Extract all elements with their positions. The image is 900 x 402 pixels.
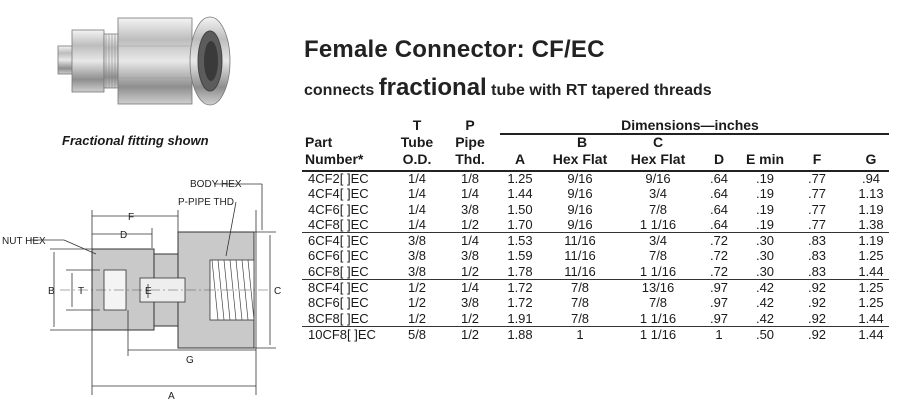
cell-c: 1 1/16 <box>639 216 677 232</box>
cell-c: 7/8 <box>648 201 668 217</box>
cell-d: .72 <box>709 233 729 249</box>
label-dim-b: B <box>48 286 55 297</box>
cell-d: .97 <box>709 280 729 296</box>
cell-pipe: 3/8 <box>460 201 480 217</box>
cell-f: .92 <box>807 326 827 342</box>
cell-d: .97 <box>709 310 729 326</box>
cell-f: .83 <box>807 263 827 279</box>
table-row <box>302 171 889 186</box>
cell-a: 1.88 <box>507 326 533 342</box>
cell-d: .64 <box>709 201 729 217</box>
cell-c: 3/4 <box>648 186 668 202</box>
cell-pipe: 1/2 <box>460 310 480 326</box>
fitting-photo <box>50 8 250 113</box>
cell-e: .42 <box>755 295 775 311</box>
cell-c: 9/16 <box>645 171 671 186</box>
cell-c: 7/8 <box>648 248 668 264</box>
cell-e: .50 <box>755 326 775 342</box>
label-dim-a: A <box>168 391 175 402</box>
label-dim-t: T <box>78 286 85 297</box>
hdr-b-letter: B <box>576 134 588 150</box>
hdr-g: G <box>865 151 877 167</box>
hdr-tube: Tube <box>400 134 434 150</box>
cell-tube: 1/4 <box>407 171 427 186</box>
cell-g: 1.19 <box>858 233 884 249</box>
cell-b: 11/16 <box>564 263 596 279</box>
cell-part: 4CF8[ ]EC <box>308 216 369 232</box>
cell-pipe: 1/4 <box>460 233 480 249</box>
cell-part: 8CF8[ ]EC <box>308 310 369 326</box>
hdr-part-l2: Number* <box>305 151 364 167</box>
cell-c: 3/4 <box>648 233 668 249</box>
hdr-a: A <box>514 151 526 167</box>
cell-pipe: 3/8 <box>460 295 480 311</box>
cell-f: .83 <box>807 248 827 264</box>
cell-f: .92 <box>807 280 827 296</box>
cell-tube: 1/2 <box>407 295 427 311</box>
hdr-b-hexflat: Hex Flat <box>552 151 608 167</box>
dimensions-rule <box>500 133 889 135</box>
table-row <box>302 248 889 263</box>
label-pipe-thd: P-PIPE THD <box>178 197 234 208</box>
cell-part: 6CF4[ ]EC <box>308 233 369 249</box>
cell-f: .77 <box>807 201 827 217</box>
cell-pipe: 1/2 <box>460 263 480 279</box>
label-nut-hex: NUT HEX <box>2 236 46 247</box>
cell-g: 1.25 <box>858 280 884 296</box>
cell-e: .30 <box>755 263 775 279</box>
cell-pipe: 1/8 <box>460 171 480 186</box>
cell-part: 6CF6[ ]EC <box>308 248 369 264</box>
cell-b: 9/16 <box>567 171 593 186</box>
cell-a: 1.72 <box>507 295 533 311</box>
cell-pipe: 1/4 <box>460 280 480 296</box>
subtitle-emphasis: fractional <box>378 74 487 101</box>
cell-tube: 1/4 <box>407 186 427 202</box>
label-dim-d: D <box>120 230 128 241</box>
photo-caption: Fractional fitting shown <box>62 133 209 148</box>
cell-pipe: 1/2 <box>460 326 480 342</box>
cell-a: 1.91 <box>507 310 533 326</box>
cell-d: .64 <box>709 171 729 186</box>
hdr-t-letter: T <box>412 117 422 133</box>
cell-a: 1.50 <box>507 201 533 217</box>
cell-b: 7/8 <box>570 280 590 296</box>
cell-g: 1.19 <box>858 201 884 217</box>
hdr-thd: Thd. <box>455 151 485 167</box>
hdr-d: D <box>713 151 725 167</box>
hdr-p-letter: P <box>465 117 475 133</box>
cell-g: 1.25 <box>858 248 884 264</box>
subtitle-pre: connects <box>304 82 379 99</box>
cell-e: .42 <box>755 280 775 296</box>
table-row <box>302 232 889 248</box>
cell-b: 1 <box>576 326 584 342</box>
cell-part: 4CF4[ ]EC <box>308 186 369 202</box>
cell-part: 8CF4[ ]EC <box>308 280 369 296</box>
hdr-f: F <box>812 151 822 167</box>
cell-part: 4CF2[ ]EC <box>308 171 369 186</box>
label-dim-f: F <box>128 212 135 223</box>
cell-d: .64 <box>709 216 729 232</box>
table-body <box>302 171 889 342</box>
cell-g: 1.44 <box>858 263 884 279</box>
cell-g: 1.44 <box>858 326 884 342</box>
label-body-hex: BODY HEX <box>190 179 242 190</box>
cell-d: .64 <box>709 186 729 202</box>
hdr-dimensions: Dimensions—inches <box>621 117 759 133</box>
cell-c: 7/8 <box>648 295 668 311</box>
cell-a: 1.78 <box>507 263 533 279</box>
cell-f: .92 <box>807 310 827 326</box>
hdr-c-letter: C <box>652 134 664 150</box>
hdr-e-min: E min <box>745 151 785 167</box>
cell-part: 4CF6[ ]EC <box>308 201 369 217</box>
hdr-c-hexflat: Hex Flat <box>630 151 686 167</box>
cell-e: .19 <box>755 186 775 202</box>
cell-g: 1.38 <box>858 216 884 232</box>
cell-b: 11/16 <box>564 248 596 264</box>
cell-b: 9/16 <box>567 201 593 217</box>
cell-tube: 1/4 <box>407 216 427 232</box>
cell-pipe: 3/8 <box>460 248 480 264</box>
cell-f: .83 <box>807 233 827 249</box>
label-dim-g: G <box>186 355 194 366</box>
label-dim-e: E <box>145 286 152 297</box>
cell-d: 1 <box>715 326 723 342</box>
cell-f: .77 <box>807 216 827 232</box>
cell-d: .97 <box>709 295 729 311</box>
cell-part: 6CF8[ ]EC <box>308 263 369 279</box>
dimension-drawing <box>0 170 300 402</box>
cell-b: 11/16 <box>564 233 596 249</box>
cell-a: 1.70 <box>507 216 533 232</box>
cell-a: 1.72 <box>507 280 533 296</box>
cell-pipe: 1/2 <box>460 216 480 232</box>
cell-g: 1.13 <box>858 186 884 202</box>
cell-tube: 3/8 <box>407 248 427 264</box>
cell-f: .92 <box>807 295 827 311</box>
cell-a: 1.53 <box>507 233 533 249</box>
cell-a: 1.59 <box>507 248 533 264</box>
cell-tube: 3/8 <box>407 233 427 249</box>
cell-g: 1.25 <box>858 295 884 311</box>
cell-d: .72 <box>709 248 729 264</box>
cell-b: 7/8 <box>570 295 590 311</box>
cell-f: .77 <box>807 186 827 202</box>
cell-b: 9/16 <box>567 186 593 202</box>
table-row <box>302 264 889 279</box>
cell-tube: 1/2 <box>407 310 427 326</box>
table-row <box>302 295 889 310</box>
cell-tube: 5/8 <box>407 326 427 342</box>
cell-e: .30 <box>755 233 775 249</box>
hdr-pipe: Pipe <box>455 134 485 150</box>
cell-e: .42 <box>755 310 775 326</box>
cell-tube: 1/4 <box>407 201 427 217</box>
hdr-od: O.D. <box>402 151 432 167</box>
table-row <box>302 202 889 217</box>
cell-g: .94 <box>861 171 881 186</box>
table-row <box>302 186 889 201</box>
cell-b: 7/8 <box>570 310 590 326</box>
cell-b: 9/16 <box>567 216 593 232</box>
cell-d: .72 <box>709 263 729 279</box>
cell-pipe: 1/4 <box>460 186 480 202</box>
cell-c: 1 1/16 <box>639 263 677 279</box>
cell-e: .19 <box>755 201 775 217</box>
cell-part: 8CF6[ ]EC <box>308 295 369 311</box>
cell-tube: 1/2 <box>407 280 427 296</box>
hdr-part-l1: Part <box>305 134 333 150</box>
table-row <box>302 326 889 342</box>
cell-c: 13/16 <box>641 280 675 296</box>
cell-g: 1.44 <box>858 310 884 326</box>
cell-c: 1 1/16 <box>639 326 677 342</box>
cell-e: .19 <box>755 216 775 232</box>
table-row <box>302 217 889 232</box>
cell-a: 1.44 <box>507 186 533 202</box>
cell-c: 1 1/16 <box>639 310 677 326</box>
page-title: Female Connector: CF/EC <box>304 36 605 63</box>
cell-tube: 3/8 <box>407 263 427 279</box>
cell-e: .19 <box>755 171 775 186</box>
cell-e: .30 <box>755 248 775 264</box>
cell-part: 10CF8[ ]EC <box>308 326 376 342</box>
cell-a: 1.25 <box>507 171 533 186</box>
table-row <box>302 311 889 326</box>
label-dim-c: C <box>274 286 282 297</box>
subtitle-post: tube with RT tapered threads <box>486 82 712 99</box>
page-subtitle <box>304 74 712 102</box>
table-row <box>302 279 889 295</box>
cell-f: .77 <box>807 171 827 186</box>
